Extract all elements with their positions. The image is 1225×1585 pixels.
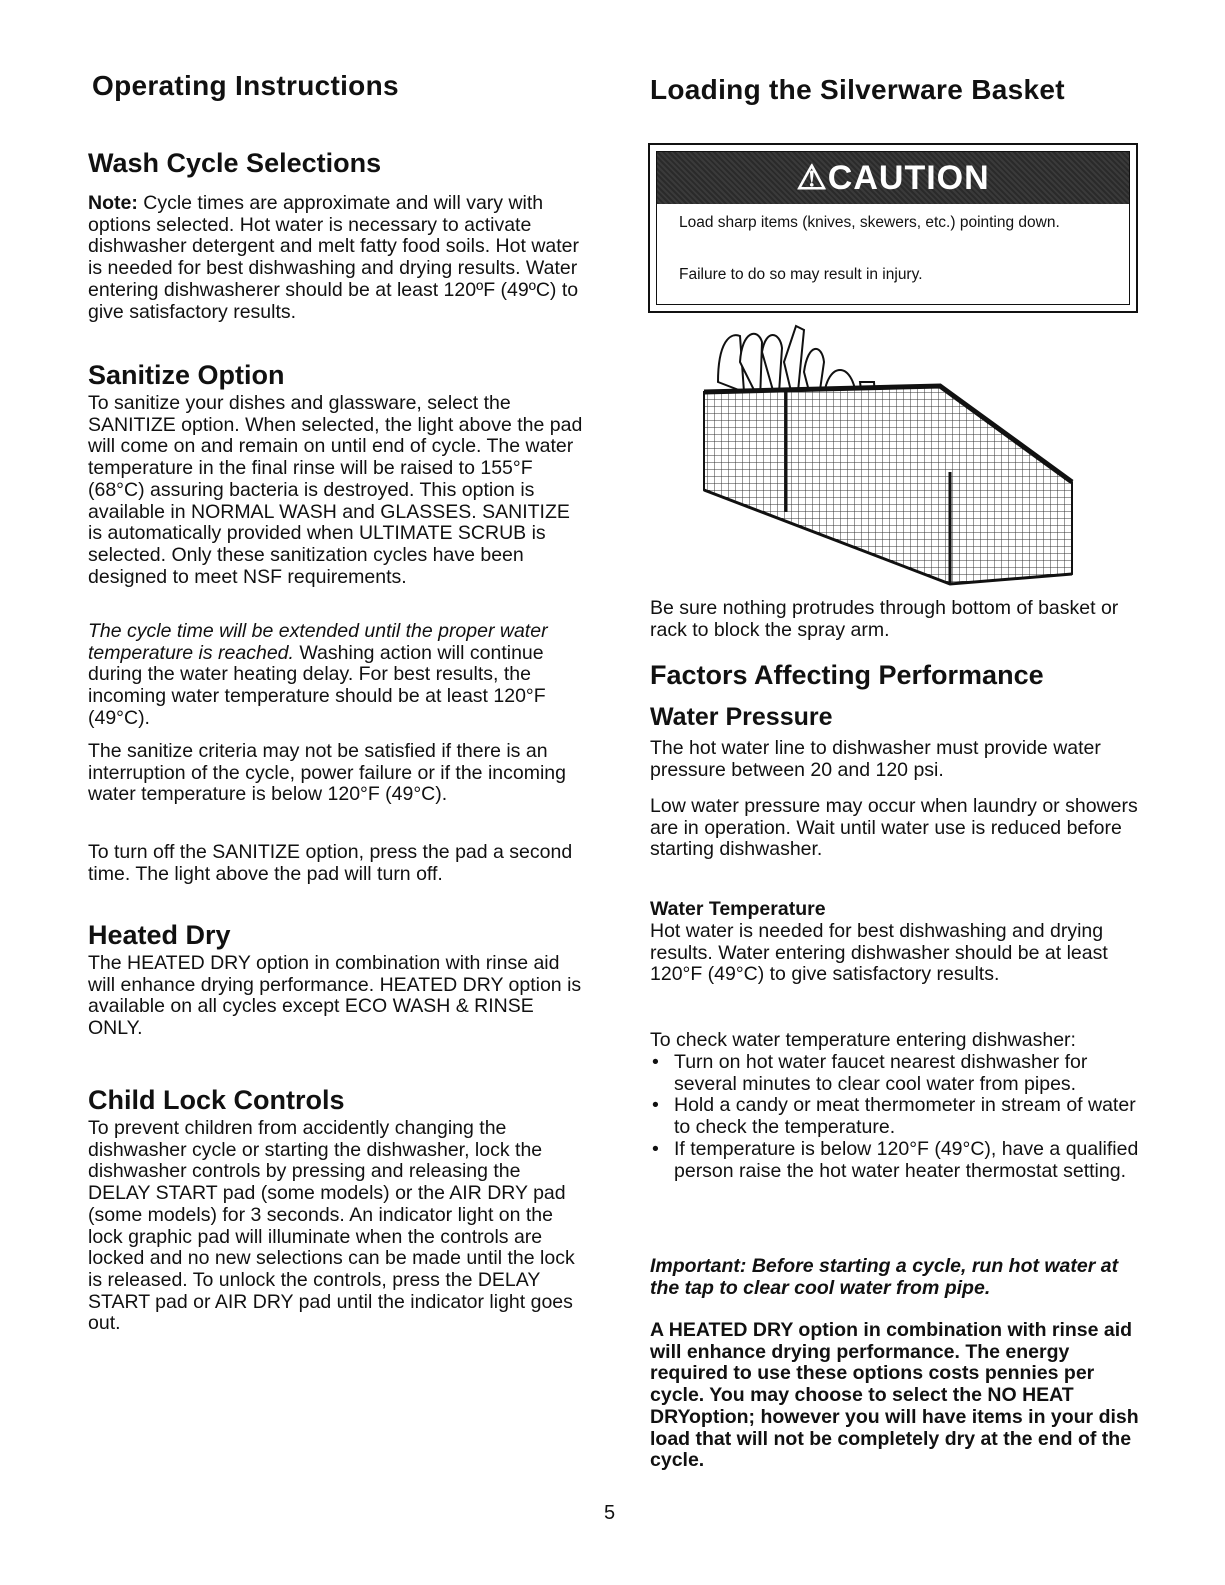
important-note: Important: Before starting a cycle, run hot water at the tap to clear cool water from pipe. xyxy=(650,1255,1119,1299)
basket-caption: Be sure nothing protrudes through bottom of basket or rack to block the spray arm. xyxy=(650,597,1119,641)
sanitize-heading: Sanitize Option xyxy=(88,360,285,390)
heated-dry-para: The HEATED DRY option in combination with rinse aid will enhance drying performance. HEATED DRY option is available on all cycles except ECO WASH & RINSE ONLY. xyxy=(88,952,582,1040)
child-lock-para: To prevent children from accidently changing the dishwasher cycle or starting the dishwasher, lock the dishwasher controls by pressing and releasing the DELAY START pad (some models) or the AIR DRY pad (some models) for 3 seconds. An indicator light on the lock graphic pad will illuminate when the controls are locked and no new selections can be made until the lock is released. To unlock the controls, press the DELAY START pad or AIR DRY pad until the indicator light goes out. xyxy=(88,1117,575,1335)
caution-inner-frame xyxy=(656,151,1130,305)
caution-title-text: CAUTION xyxy=(827,159,990,197)
sanitize-para-4: To turn off the SANITIZE option, press the pad a second time. The light above the pad will turn off. xyxy=(88,841,573,885)
left-page-title: Operating Instructions xyxy=(92,70,399,101)
caution-banner xyxy=(657,152,1129,204)
list-item: • If temperature is below 120°F (49°C), have a qualified person raise the hot water heater thermostat setting. xyxy=(650,1139,1140,1182)
water-temp-para-2: To check water temperature entering dishwasher: xyxy=(650,1029,1076,1051)
water-temp-bullets xyxy=(650,1052,1140,1182)
list-item: • Turn on hot water faucet nearest dishwasher for several minutes to clear cool water from pipes. xyxy=(650,1052,1140,1095)
caution-line-1: Load sharp items (knives, skewers, etc.) pointing down. xyxy=(679,214,1060,231)
caution-line-2: Failure to do so may result in injury. xyxy=(679,266,923,283)
caution-box xyxy=(648,143,1138,313)
warning-triangle-icon: ⚠ xyxy=(796,159,828,197)
right-page-title: Loading the Silverware Basket xyxy=(650,74,1065,105)
wash-cycle-note xyxy=(88,193,588,323)
list-item: • Hold a candy or meat thermometer in stream of water to check the temperature. xyxy=(650,1095,1140,1138)
wash-cycle-heading: Wash Cycle Selections xyxy=(88,148,382,178)
sanitize-para-3: The sanitize criteria may not be satisfied if there is an interruption of the cycle, power failure or if the incoming water temperature is below 120°F (49°C). xyxy=(88,740,566,806)
sanitize-para-2-rest: Washing action will continue during the water heating delay. For best results, the incoming water temperature should be at least 120°F (49°C). xyxy=(88,641,546,729)
page-number: 5 xyxy=(604,1502,616,1524)
silverware-basket-illustration xyxy=(700,322,1075,594)
water-pressure-para-1: The hot water line to dishwasher must provide water pressure between 20 and 120 psi. xyxy=(650,737,1101,781)
factors-heading: Factors Affecting Performance xyxy=(650,660,1044,690)
water-pressure-heading: Water Pressure xyxy=(650,703,833,731)
heated-dry-heading: Heated Dry xyxy=(88,920,231,950)
note-label: Note: xyxy=(88,192,138,214)
water-temp-para-1: Hot water is needed for best dishwashing and drying results. Water entering dishwasher should be at least 120°F (49°C) to give satisfactory results. xyxy=(650,920,1108,986)
water-pressure-para-2: Low water pressure may occur when laundry or showers are in operation. Wait until water use is reduced before starting dishwasher. xyxy=(650,795,1138,861)
note-text: Cycle times are approximate and will vary with options selected. Hot water is necessary to activate dishwasher detergent and melt fatty food soils. Hot water is needed for best dishwashing and drying results. Water entering dishwasherer should be at least 120ºF (49ºC) to give satisfactory results. xyxy=(88,192,580,323)
heated-dry-energy-note: A HEATED DRY option in combination with rinse aid will enhance drying performance. The energy required to use these options costs pennies per cycle. You may choose to select the NO HEAT DRYoption; however you will have items in your dish load that will not be completely dry at the end of the cycle. xyxy=(650,1319,1139,1472)
sanitize-italic-text: The cycle time will be extended until the proper water temperature is reached. xyxy=(88,620,548,664)
water-temp-heading: Water Temperature xyxy=(650,898,826,920)
sanitize-para-2 xyxy=(88,621,588,730)
sanitize-para-1: To sanitize your dishes and glassware, select the SANITIZE option. When selected, the light above the pad will come on and remain on until end of cycle. The water temperature in the final rinse will be raised to 155°F (68°C) assuring bacteria is destroyed. This option is available in NORMAL WASH and GLASSES. SANITIZE is automatically provided when ULTIMATE SCRUB is selected. Only these sanitization cycles have been designed to meet NSF requirements. xyxy=(88,392,583,588)
caution-title xyxy=(796,159,989,197)
child-lock-heading: Child Lock Controls xyxy=(88,1085,345,1115)
